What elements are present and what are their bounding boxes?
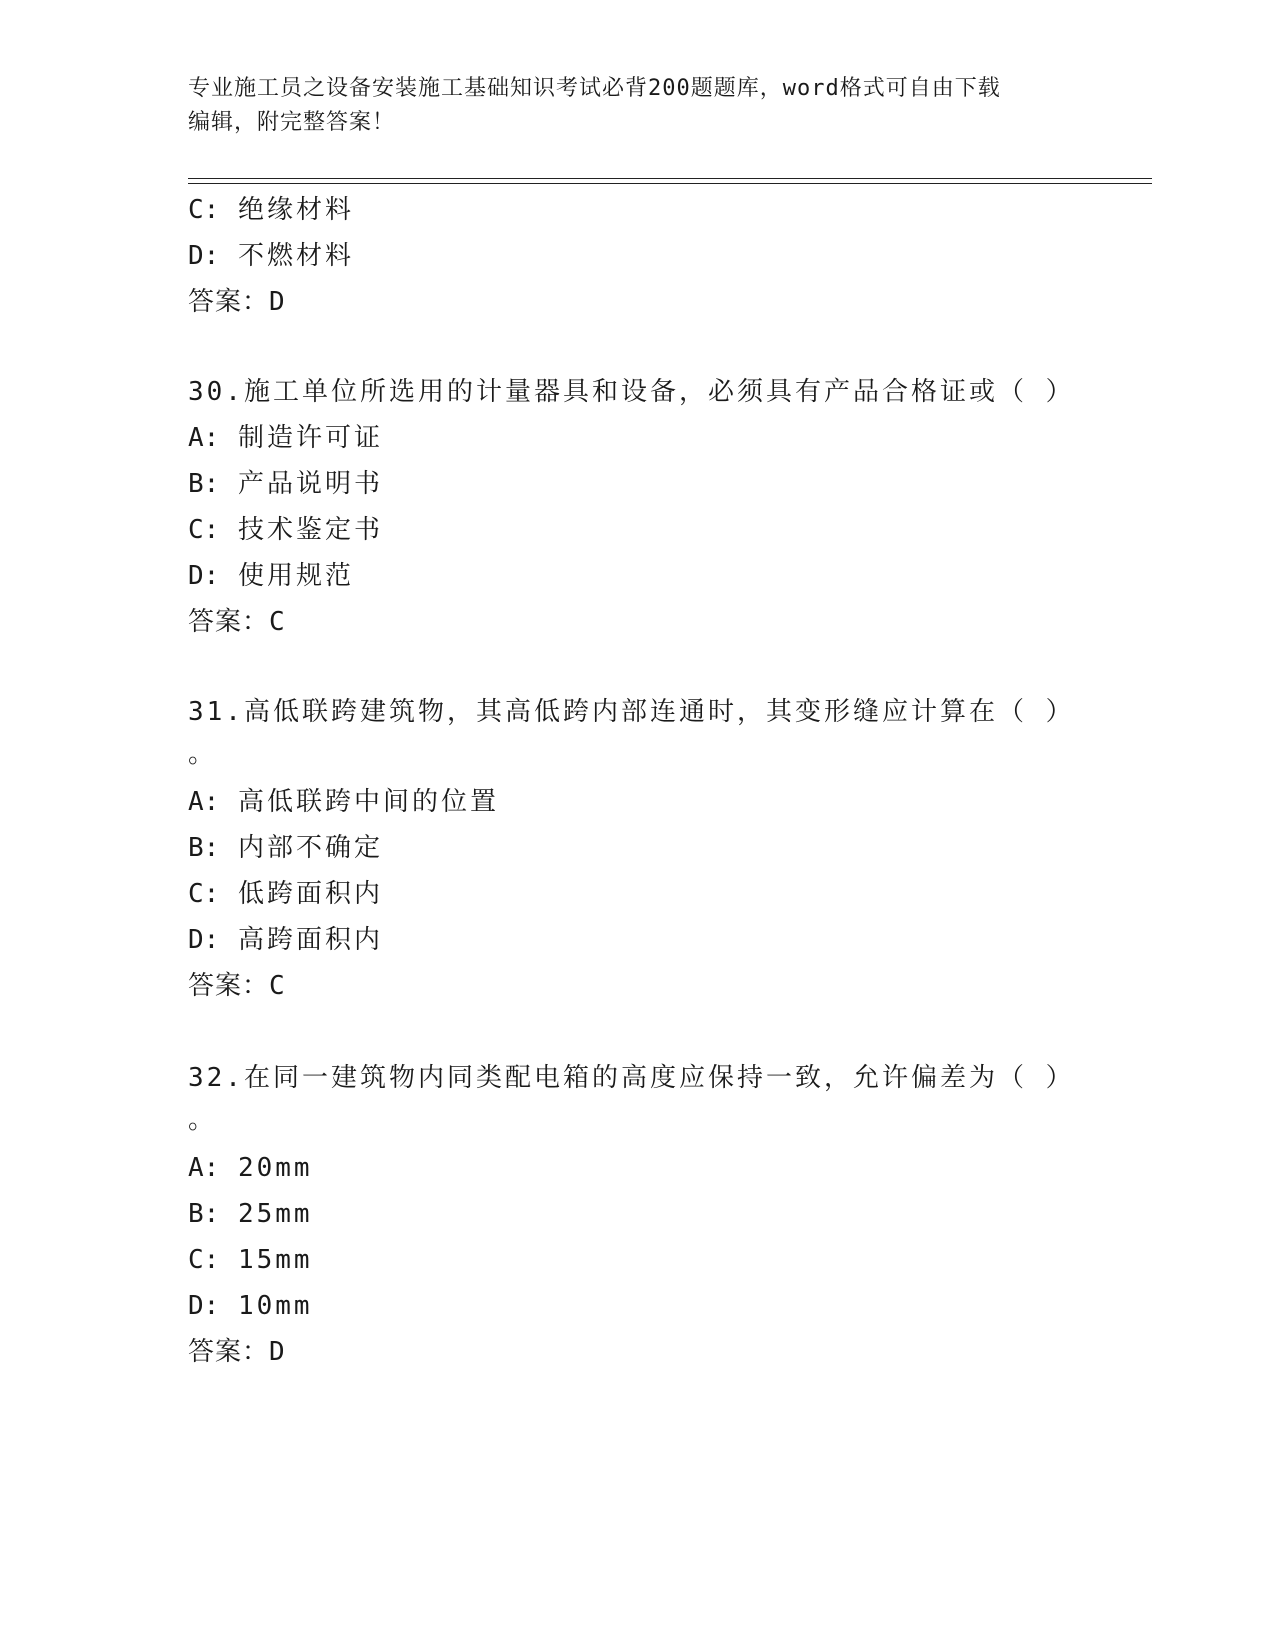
answer-line [188,970,286,1002]
answer-label: 答案： [188,971,270,1001]
option-letter: D: [188,925,220,955]
answer-value: C [269,971,286,1001]
option-letter: C: [188,195,220,225]
answer-line [188,286,286,318]
option-text: 技术鉴定书 [237,515,383,545]
option-c [188,1244,313,1276]
option-c [188,878,383,910]
option-text: 制造许可证 [237,423,383,453]
option-letter: B: [188,469,220,499]
option-b [188,1198,313,1230]
answer-line [188,606,286,638]
answer-label: 答案： [188,287,270,317]
question-stem-continuation: 。 [188,739,218,769]
answer-label: 答案： [188,607,270,637]
answer-label: 答案： [188,1337,270,1367]
option-text: 10mm [237,1291,313,1321]
header-title-line-1: 专业施工员之设备安装施工基础知识考试必背200题题库，word格式可自由下载 [188,76,1001,101]
option-letter: B: [188,1199,220,1229]
option-d [188,1290,313,1322]
option-text: 产品说明书 [237,469,383,499]
option-b [188,832,383,864]
option-text: 不燃材料 [237,241,354,271]
option-letter: D: [188,1291,220,1321]
option-letter: D: [188,241,220,271]
question-stem: 30.施工单位所选用的计量器具和设备，必须具有产品合格证或（ ） [188,377,1075,407]
question-stem: 32.在同一建筑物内同类配电箱的高度应保持一致，允许偏差为（ ） [188,1063,1075,1093]
answer-value: D [269,287,286,317]
header-divider-bottom [188,183,1152,184]
option-text: 高跨面积内 [237,925,383,955]
option-text: 20mm [237,1153,313,1183]
option-text: 15mm [237,1245,313,1275]
option-letter: D: [188,561,220,591]
option-text: 25mm [237,1199,313,1229]
option-c [188,514,383,546]
document-header [188,72,1088,140]
option-d [188,924,383,956]
option-text: 内部不确定 [237,833,383,863]
option-letter: C: [188,1245,220,1275]
option-letter: C: [188,515,220,545]
option-letter: A: [188,787,220,817]
option-text: 高低联跨中间的位置 [237,787,499,817]
option-a [188,786,499,818]
answer-value: C [269,607,286,637]
option-d [188,240,354,272]
option-letter: C: [188,879,220,909]
option-a [188,1152,313,1184]
question-stem: 31.高低联跨建筑物，其高低跨内部连通时，其变形缝应计算在（ ） [188,697,1075,727]
option-b [188,468,383,500]
option-letter: A: [188,423,220,453]
option-text: 低跨面积内 [237,879,383,909]
option-text: 使用规范 [237,561,354,591]
question-stem-continuation: 。 [188,1105,218,1135]
answer-line [188,1336,286,1368]
answer-value: D [269,1337,286,1367]
option-text: 绝缘材料 [237,195,354,225]
option-letter: B: [188,833,220,863]
option-d [188,560,354,592]
option-c [188,194,354,226]
header-title-line-2: 编辑，附完整答案！ [188,110,396,135]
option-letter: A: [188,1153,220,1183]
option-a [188,422,383,454]
header-divider-top [188,178,1152,179]
